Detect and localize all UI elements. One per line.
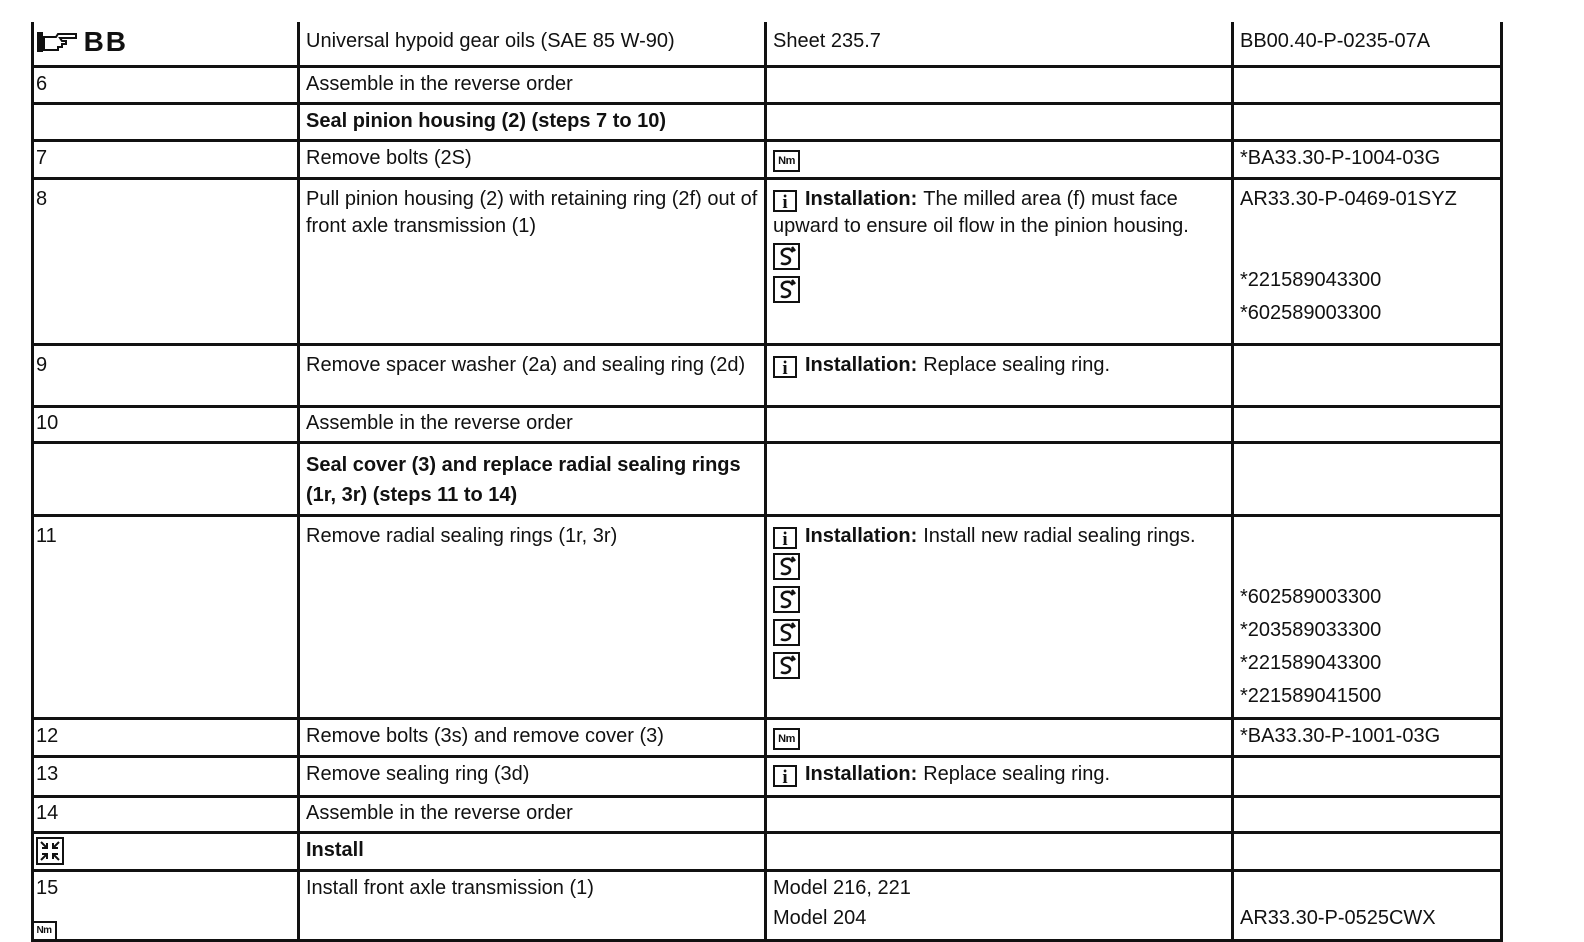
action-cell: Remove sealing ring (3d): [299, 756, 766, 796]
tool-number-link[interactable]: *602589003300: [1240, 585, 1382, 608]
table-row: [33, 796, 1502, 832]
step-cell: 7: [33, 140, 299, 178]
installation-label: Installation:: [805, 762, 918, 785]
section-title: Install: [299, 832, 766, 870]
step-cell: 12: [33, 718, 299, 756]
note-cell: [766, 344, 1233, 406]
special-tool-icon[interactable]: [773, 586, 800, 613]
pointing-hand-icon: [36, 31, 78, 53]
torque-icon: Nm: [31, 921, 57, 941]
step-cell: 9: [33, 344, 299, 406]
reference-cell: [1233, 756, 1502, 796]
reference-cell: [1233, 66, 1502, 103]
special-tool-icon[interactable]: [773, 553, 800, 580]
bb-label: BB: [83, 26, 129, 58]
reference-cell: [1233, 103, 1502, 140]
table-row: [33, 178, 1502, 344]
info-icon: i: [773, 765, 797, 787]
installation-text: Install new radial sealing rings.: [923, 524, 1196, 547]
torque-icon[interactable]: Nm: [773, 728, 800, 750]
step-cell: 13: [33, 756, 299, 796]
table-row: [33, 406, 1502, 442]
table-row: [33, 718, 1502, 756]
action-cell: Remove spacer washer (2a) and sealing ring (2d): [299, 344, 766, 406]
step-cell: 8: [33, 178, 299, 344]
reference-link[interactable]: BB00.40-P-0235-07A: [1233, 22, 1502, 66]
step-cell: 6: [33, 66, 299, 103]
tool-row: [773, 240, 1225, 273]
table-row: [33, 66, 1502, 103]
action-cell: Assemble in the reverse order: [299, 66, 766, 103]
table-row: [33, 140, 1502, 178]
note-cell: [766, 140, 1233, 178]
note-cell: [766, 515, 1233, 718]
action-cell: Assemble in the reverse order: [299, 406, 766, 442]
table-row: [33, 22, 1502, 66]
tool-number-link[interactable]: *203589033300: [1240, 618, 1382, 641]
note-cell: [766, 756, 1233, 796]
install-icon: [36, 837, 64, 865]
reference-cell: [1233, 832, 1502, 870]
note-cell: [766, 718, 1233, 756]
reference-link[interactable]: *BA33.30-P-1004-03G: [1233, 140, 1502, 178]
reference-link[interactable]: AR33.30-P-0525CWX: [1240, 906, 1436, 929]
reference-cell: [1233, 406, 1502, 442]
special-tool-icon[interactable]: [773, 243, 800, 270]
section-header-row: [33, 442, 1502, 515]
section-title: Seal pinion housing (2) (steps 7 to 10): [299, 103, 766, 140]
step-cell: 15: [33, 870, 299, 940]
model-line: Model 216, 221: [773, 876, 911, 899]
tool-row: [773, 583, 1225, 616]
step-cell: [33, 103, 299, 140]
section-title: Seal cover (3) and replace radial sealing rings (1r, 3r) (steps 11 to 14): [299, 442, 766, 515]
torque-icon[interactable]: Nm: [773, 150, 800, 172]
action-cell: Universal hypoid gear oils (SAE 85 W-90): [299, 22, 766, 66]
reference-cell: [1233, 870, 1502, 940]
note-cell: [766, 103, 1233, 140]
tool-number-link[interactable]: *221589041500: [1240, 684, 1382, 707]
installation-label: Installation:: [805, 353, 918, 376]
section-header-row: [33, 103, 1502, 140]
reference-cell: [1233, 515, 1502, 718]
model-line: Model 204: [773, 906, 867, 929]
installation-label: Installation:: [805, 187, 918, 210]
action-cell: Remove bolts (3s) and remove cover (3): [299, 718, 766, 756]
cut-off-footer: [31, 920, 291, 942]
special-tool-icon[interactable]: [773, 276, 800, 303]
action-cell: Remove radial sealing rings (1r, 3r): [299, 515, 766, 718]
tool-number-link[interactable]: *602589003300: [1240, 301, 1382, 324]
info-icon: i: [773, 190, 797, 212]
table-row: [33, 756, 1502, 796]
tool-row: [773, 649, 1225, 682]
tool-row: [773, 616, 1225, 649]
action-cell: Assemble in the reverse order: [299, 796, 766, 832]
installation-note: [773, 523, 1225, 550]
info-icon: i: [773, 356, 797, 378]
reference-cell: [1233, 796, 1502, 832]
info-icon: i: [773, 527, 797, 549]
step-cell: [33, 832, 299, 870]
installation-note: [773, 186, 1225, 240]
note-cell: [766, 870, 1233, 940]
tool-number-link[interactable]: *221589043300: [1240, 651, 1382, 674]
table-row: [33, 344, 1502, 406]
installation-text: The milled area (f) must face upward to ensure oil flow in the pinion housing.: [773, 187, 1189, 237]
tool-number-link[interactable]: *221589043300: [1240, 268, 1382, 291]
reference-cell: [1233, 344, 1502, 406]
reference-cell: [1233, 178, 1502, 344]
work-instruction-table: [31, 22, 1503, 942]
step-cell: 14: [33, 796, 299, 832]
note-cell: Sheet 235.7: [766, 22, 1233, 66]
reference-spacer: [1240, 875, 1494, 905]
special-tool-icon[interactable]: [773, 652, 800, 679]
step-cell: [33, 22, 299, 66]
installation-label: Installation:: [805, 524, 918, 547]
note-cell: [766, 66, 1233, 103]
reference-cell: [1233, 442, 1502, 515]
reference-link[interactable]: AR33.30-P-0469-01SYZ: [1240, 187, 1457, 210]
special-tool-icon[interactable]: [773, 619, 800, 646]
step-cell: 11: [33, 515, 299, 718]
action-cell: Install front axle transmission (1): [299, 870, 766, 940]
step-cell: [33, 442, 299, 515]
action-cell: Pull pinion housing (2) with retaining ring (2f) out of front axle transmission (1): [299, 178, 766, 344]
action-cell: Remove bolts (2S): [299, 140, 766, 178]
tool-row: [773, 273, 1225, 306]
table-row: [33, 515, 1502, 718]
tool-row: [773, 550, 1225, 583]
installation-text: Replace sealing ring.: [923, 353, 1111, 376]
reference-link[interactable]: *BA33.30-P-1001-03G: [1233, 718, 1502, 756]
reference-spacer: [1240, 523, 1494, 581]
note-cell: [766, 796, 1233, 832]
note-cell: [766, 442, 1233, 515]
installation-text: Replace sealing ring.: [923, 762, 1111, 785]
note-cell: [766, 832, 1233, 870]
note-cell: [766, 406, 1233, 442]
step-cell: 10: [33, 406, 299, 442]
note-cell: [766, 178, 1233, 344]
section-header-row: [33, 832, 1502, 870]
